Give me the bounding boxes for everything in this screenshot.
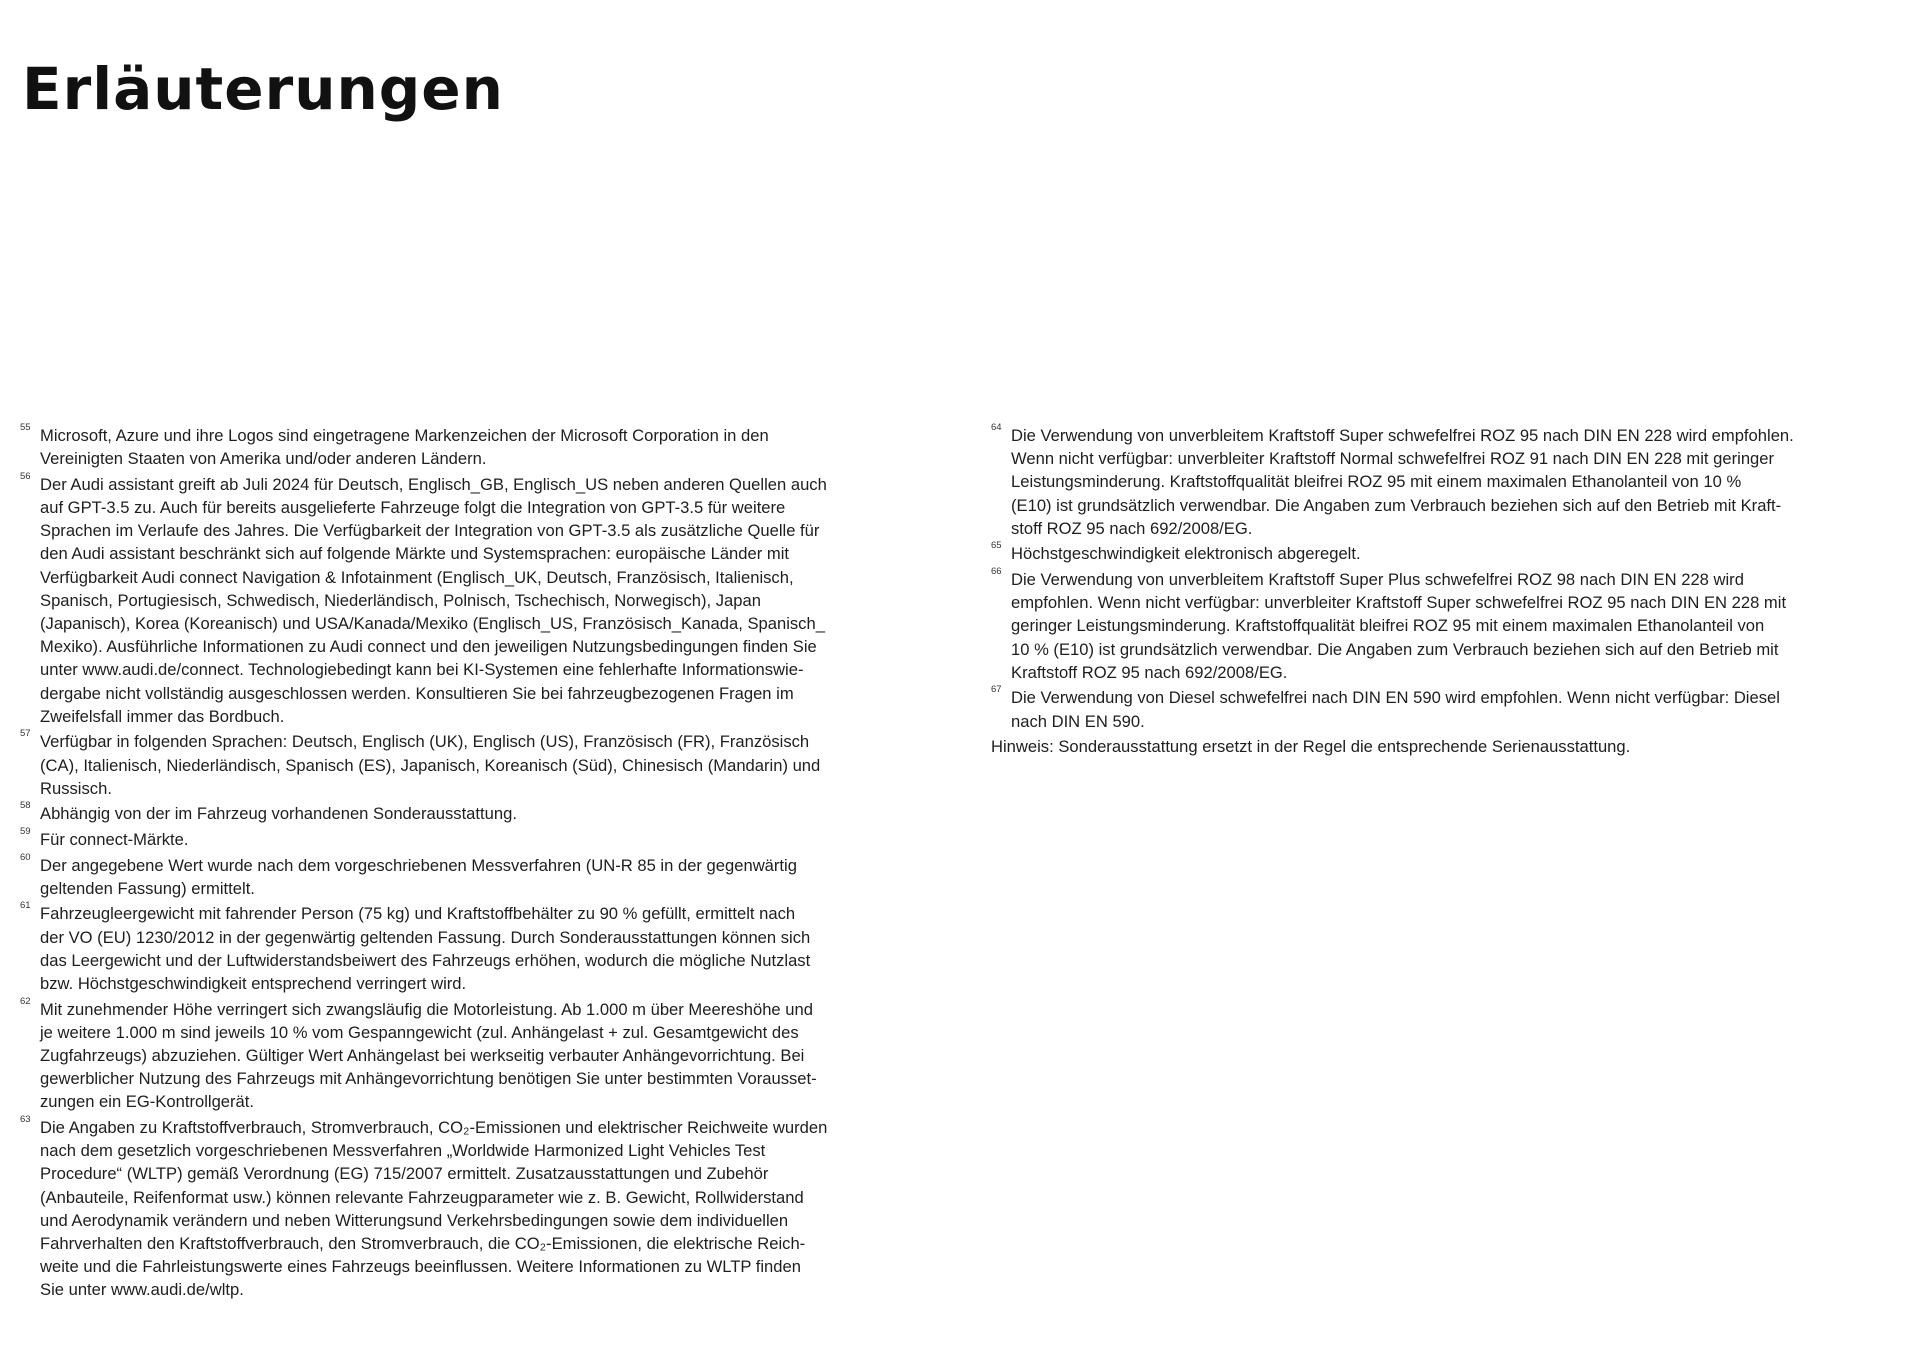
footnote-61 [20,902,920,995]
footnote-66 [991,568,1896,684]
footnote-56 [20,470,920,728]
footnote-60 [20,851,920,900]
footnote-number: 57 [20,728,31,740]
footnotes-left-column [20,424,920,1304]
footnote-text: Die Angaben zu Kraftstoffverbrauch, Stromverbrauch, CO₂-Emissionen und elektrischer Reichweite wurden nach dem gesetzlich vorgeschriebenen Messverfahren „Worldwide Harmonized Light Vehicles Test Procedure“ (WLTP) gemäß Verordnung (EG) 715/2007 ermittelt. Zusatzausstattungen und Zubehör (Anbauteile, Reifenformat usw.) können relevante Fahrzeugparameter wie z. B. Gewicht, Rollwiderstand und Aerodynamik verändern und neben Witterungsund Verkehrsbedingungen sowie dem individuellen Fahrverhalten den Kraftstoffverbrauch, den Stromverbrauch, die CO₂-Emissionen, die elektrische Reich- weite und die Fahrleistungswerte eines Fahrzeugs beeinflussen. Weitere Informationen zu WLTP finden Sie unter www.audi.de/wltp. [40,1118,828,1300]
footnote-number: 64 [991,422,1002,433]
footnote-62 [20,995,920,1114]
footnote-text: Die Verwendung von unverbleitem Kraftstoff Super Plus schwefelfrei ROZ 98 nach DIN EN 228 wird empfohlen. Wenn nicht verfügbar: unverbleiter Kraftstoff Super schwefelfrei ROZ 95 nach DIN EN 228 mit geringer Leistungsminderung. Kraftstoffqualität bleifrei ROZ 95 mit einem maximalen Ethanolanteil von 10 % (E10) ist grundsätzlich verwendbar. Die Angaben zum Verbrauch beziehen sich auf den Betrieb mit Kraftstoff ROZ 95 nach 692/2008/EG. [1011,570,1787,682]
footnote-number: 62 [20,995,31,1007]
footnote-text: Mit zunehmender Höhe verringert sich zwangsläufig die Motorleistung. Ab 1.000 m über Meereshöhe und je weitere 1.000 m sind jeweils 10 % vom Gespanngewicht (zul. Anhängelast + zul. Gesamtgewicht des Zugfahrzeugs) abzuziehen. Gültiger Wert Anhängelast bei werkseitig verbauter Anhängevorrichtung. Bei gewerblicher Nutzung des Fahrzeugs mit Anhängevorrichtung benötigen Sie unter bestimmten Vorausset- zungen ein EG-Kontrollgerät. [40,999,817,1112]
footnote-text: Der angegebene Wert wurde nach dem vorgeschriebenen Messverfahren (UN-R 85 in der gegenwärtig geltenden Fassung) ermittelt. [40,855,797,898]
footnotes-right-column [991,424,1896,758]
footnote-text: Fahrzeugleergewicht mit fahrender Person (75 kg) und Kraftstoffbehälter zu 90 % gefüllt, ermittelt nach der VO (EU) 1230/2012 in der gegenwärtig geltenden Fassung. Durch Sonderausstattungen können sich das Leergewicht und der Luftwiderstandsbeiwert des Fahrzeugs erhöhen, wodurch die mögliche Nutzlast bzw. Höchstgeschwindigkeit entsprechend verringert wird. [40,904,811,994]
footnote-57 [20,730,920,800]
footnote-63 [20,1116,920,1302]
footnote-67 [991,686,1896,732]
footnote-text: Microsoft, Azure und ihre Logos sind eingetragene Markenzeichen der Microsoft Corporation in den Vereinigten Staaten von Amerika und/oder anderen Ländern. [40,426,769,469]
footnote-text: Der Audi assistant greift ab Juli 2024 für Deutsch, Englisch_GB, Englisch_US neben anderen Quellen auch auf GPT-3.5 zu. Auch für bereits ausgelieferte Fahrzeuge folgt die Integration von GPT-3.5 für weitere Sprachen im Verlaufe des Jahres. Die Verfügbarkeit der Integration von GPT-3.5 als zusätzliche Quelle für den Audi assistant beschränkt sich auf folgende Märkte und Systemsprachen: europäische Länder mit Verfügbarkeit Audi connect Navigation & Infotainment (Englisch_UK, Deutsch, Französisch, Italienisch, Spanisch, Portugiesisch, Schwedisch, Niederländisch, Polnisch, Tschechisch, Norwegisch), Japan (Japanisch), Korea (Koreanisch) und USA/Kanada/Mexiko (Englisch_US, Französisch_Kanada, Spanisch_ Mexiko). Ausführliche Informationen zu Audi connect und den jeweiligen Nutzungsbedingungen finden Sie unter www.audi.de/connect. Technologiebedingt kann bei KI-Systemen eine fehlerhafte Informationswie- dergabe nicht vollständig ausgeschlossen werden. Konsultieren Sie bei fahrzeugbezogenen Fragen im Zweifelsfall immer das Bordbuch. [40,474,827,726]
footnote-55 [20,424,920,470]
footnote-number: 58 [20,800,31,812]
footnote-number: 63 [20,1114,31,1126]
footnote-65 [991,542,1896,565]
footnote-59 [20,828,920,851]
footnote-text: Für connect-Märkte. [40,830,189,850]
footnote-number: 60 [20,851,31,863]
footnote-number: 55 [20,422,31,433]
footnote-text: Abhängig von der im Fahrzeug vorhandenen Sonderausstattung. [40,804,517,824]
footnote-64 [991,424,1896,540]
page-title: Erläuterungen [22,55,504,123]
footnote-text: Die Verwendung von Diesel schwefelfrei nach DIN EN 590 wird empfohlen. Wenn nicht verfügbar: Diesel nach DIN EN 590. [1011,688,1780,731]
footnote-number: 66 [991,566,1002,577]
footnote-number: 59 [20,826,31,838]
footnote-number: 65 [991,540,1002,552]
footnote-58 [20,802,920,825]
footnote-text: Verfügbar in folgenden Sprachen: Deutsch, Englisch (UK), Englisch (US), Französisch (FR), Französisch (CA), Italienisch, Niederländisch, Spanisch (ES), Japanisch, Koreanisch (Süd), Chinesisch (Mandarin) und Russisch. [40,732,821,798]
footnote-number: 56 [20,470,31,482]
footnote-text: Die Verwendung von unverbleitem Kraftstoff Super schwefelfrei ROZ 95 nach DIN EN 228 wird empfohlen. Wenn nicht verfügbar: unverbleiter Kraftstoff Normal schwefelfrei ROZ 91 nach DIN EN 228 mit geringer Leistungsminderung. Kraftstoffqualität bleifrei ROZ 95 mit einem maximalen Ethanolanteil von 10 % (E10) ist grundsätzlich verwendbar. Die Angaben zum Verbrauch beziehen sich auf den Betrieb mit Kraft- stoff ROZ 95 nach 692/2008/EG. [1011,426,1794,538]
footnote-number: 61 [20,900,31,912]
footnote-number: 67 [991,684,1002,696]
equipment-hint: Hinweis: Sonderausstattung ersetzt in der Regel die entsprechende Serienausstattung. [991,737,1631,757]
footnote-text: Höchstgeschwindigkeit elektronisch abgeregelt. [1011,544,1361,564]
